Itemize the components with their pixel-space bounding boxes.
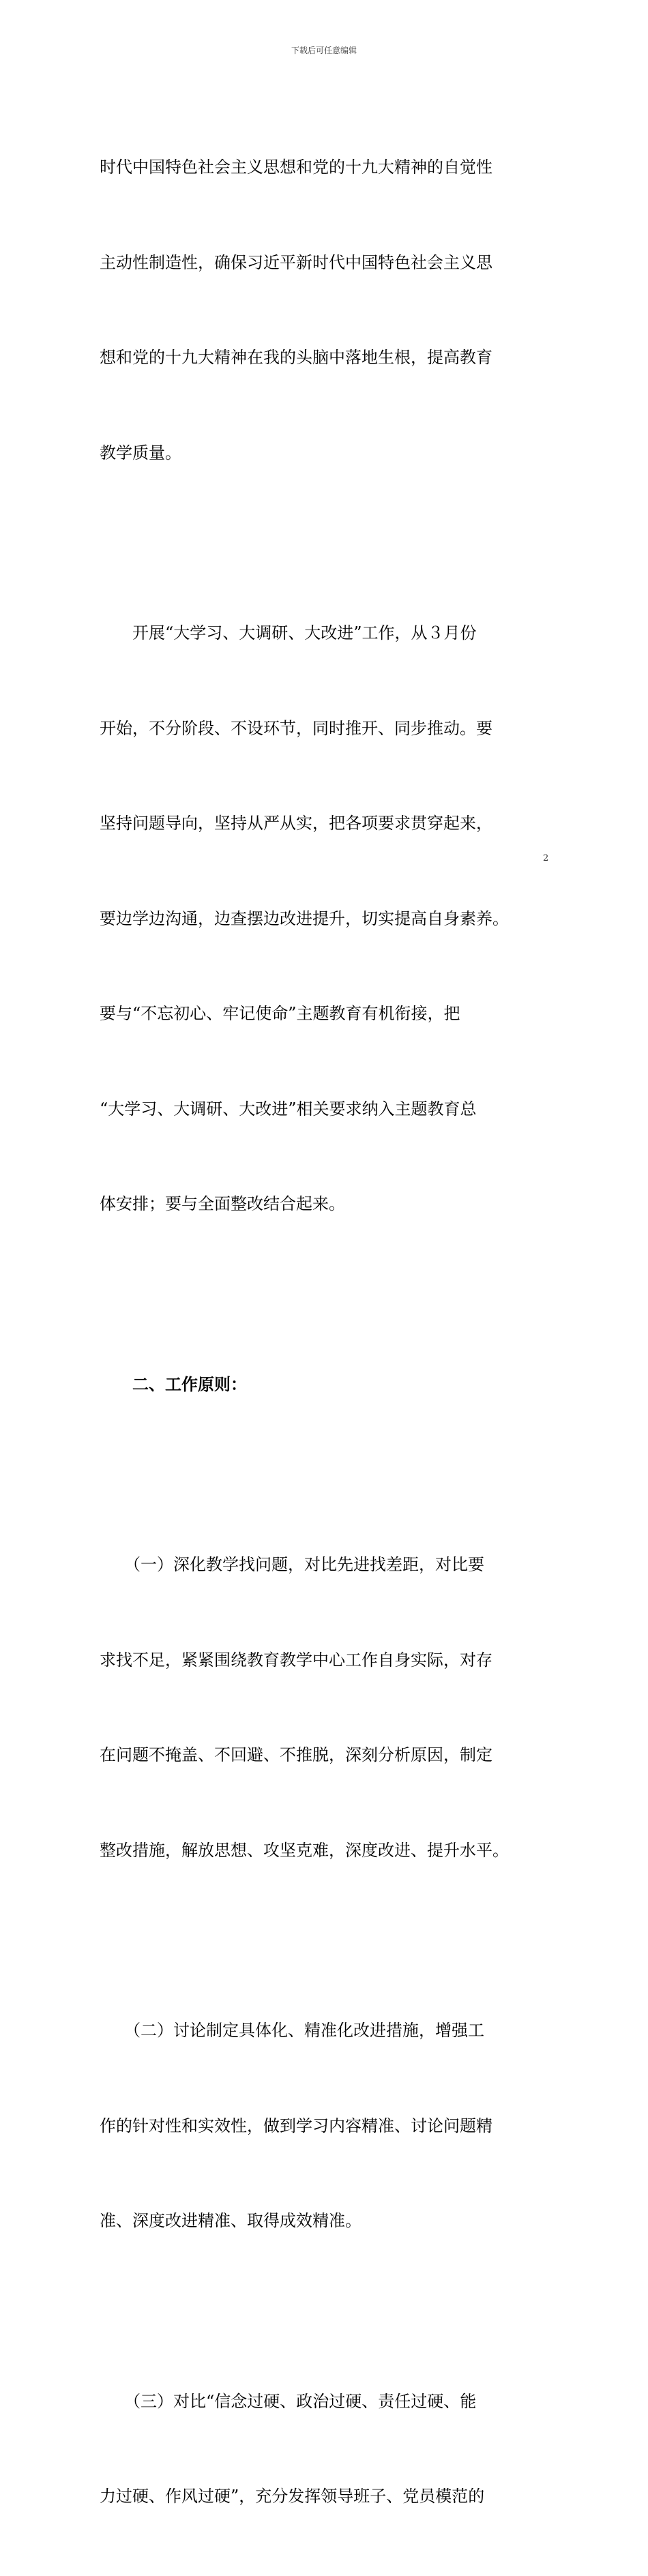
text-line: （一）深化教学找问题，对比先进找差距，对比要 — [100, 1555, 484, 1574]
page-number: 2 — [543, 853, 549, 863]
text-line: “大学习、大调研、大改进”相关要求纳入主题教育总 — [100, 1099, 477, 1119]
text-line: 坚持问题导向，坚持从严从实，把各项要求贯穿起来， — [100, 814, 492, 833]
text-line: 要与“不忘初心、牢记使命”主题教育有机衔接，把 — [100, 1004, 460, 1023]
text-line: 力过硬、作风过硬”，充分发挥领导班子、党员模范的 — [100, 2487, 485, 2506]
paragraph-principle-2 — [100, 1951, 550, 2300]
text-line: 主动性制造性，确保习近平新时代中国特色社会主义思 — [100, 252, 492, 272]
text-line: （三）对比“信念过硬、政治过硬、责任过硬、能 — [100, 2391, 477, 2411]
paragraph-principle-1 — [100, 1485, 550, 1929]
paragraph-2 — [100, 554, 550, 1284]
paragraph-gap — [100, 1929, 550, 1951]
text-line: 想和党的十九大精神在我的头脑中落地生根，提高教育 — [100, 348, 492, 367]
text-line: 整改措施，解放思想、攻坚克难，深度改进、提升水平。 — [100, 1840, 509, 1860]
text-line: 要边学边沟通，边查摆边改进提升，切实提高自身素养。 — [100, 908, 509, 928]
text-line: 时代中国特色社会主义思想和党的十九大精神的自觉性 — [100, 158, 492, 177]
paragraph-gap — [100, 1284, 550, 1305]
text-line: 开展“大学习、大调研、大改进”工作，从３月份 — [100, 623, 477, 642]
text-line: 求找不足，紧紧围绕教育教学中心工作自身实际，对存 — [100, 1650, 492, 1670]
text-line: 二、工作原则： — [100, 1374, 247, 1394]
paragraph-principle-3 — [100, 2322, 550, 2576]
text-line: 准、深度改进精准、取得成效精准。 — [100, 2211, 362, 2230]
section-heading — [100, 1305, 550, 1464]
paragraph-gap — [100, 2300, 550, 2322]
paragraph-gap — [100, 1464, 550, 1485]
text-line: 在问题不掩盖、不回避、不推脱，深刻分析原因，制定 — [100, 1745, 492, 1764]
document-body — [100, 88, 550, 2576]
text-line: 体安排；要与全面整改结合起来。 — [100, 1194, 345, 1213]
paragraph-1 — [100, 88, 550, 532]
text-line: 教学质量。 — [100, 443, 181, 462]
paragraph-gap — [100, 532, 550, 554]
text-line: 作的针对性和实效性，做到学习内容精准、讨论问题精 — [100, 2116, 492, 2135]
page-header: 下载后可任意编辑 — [291, 46, 357, 55]
text-line: （二）讨论制定具体化、精准化改进措施，增强工 — [100, 2021, 484, 2040]
text-line: 开始，不分阶段、不设环节，同时推开、同步推动。要 — [100, 718, 492, 738]
